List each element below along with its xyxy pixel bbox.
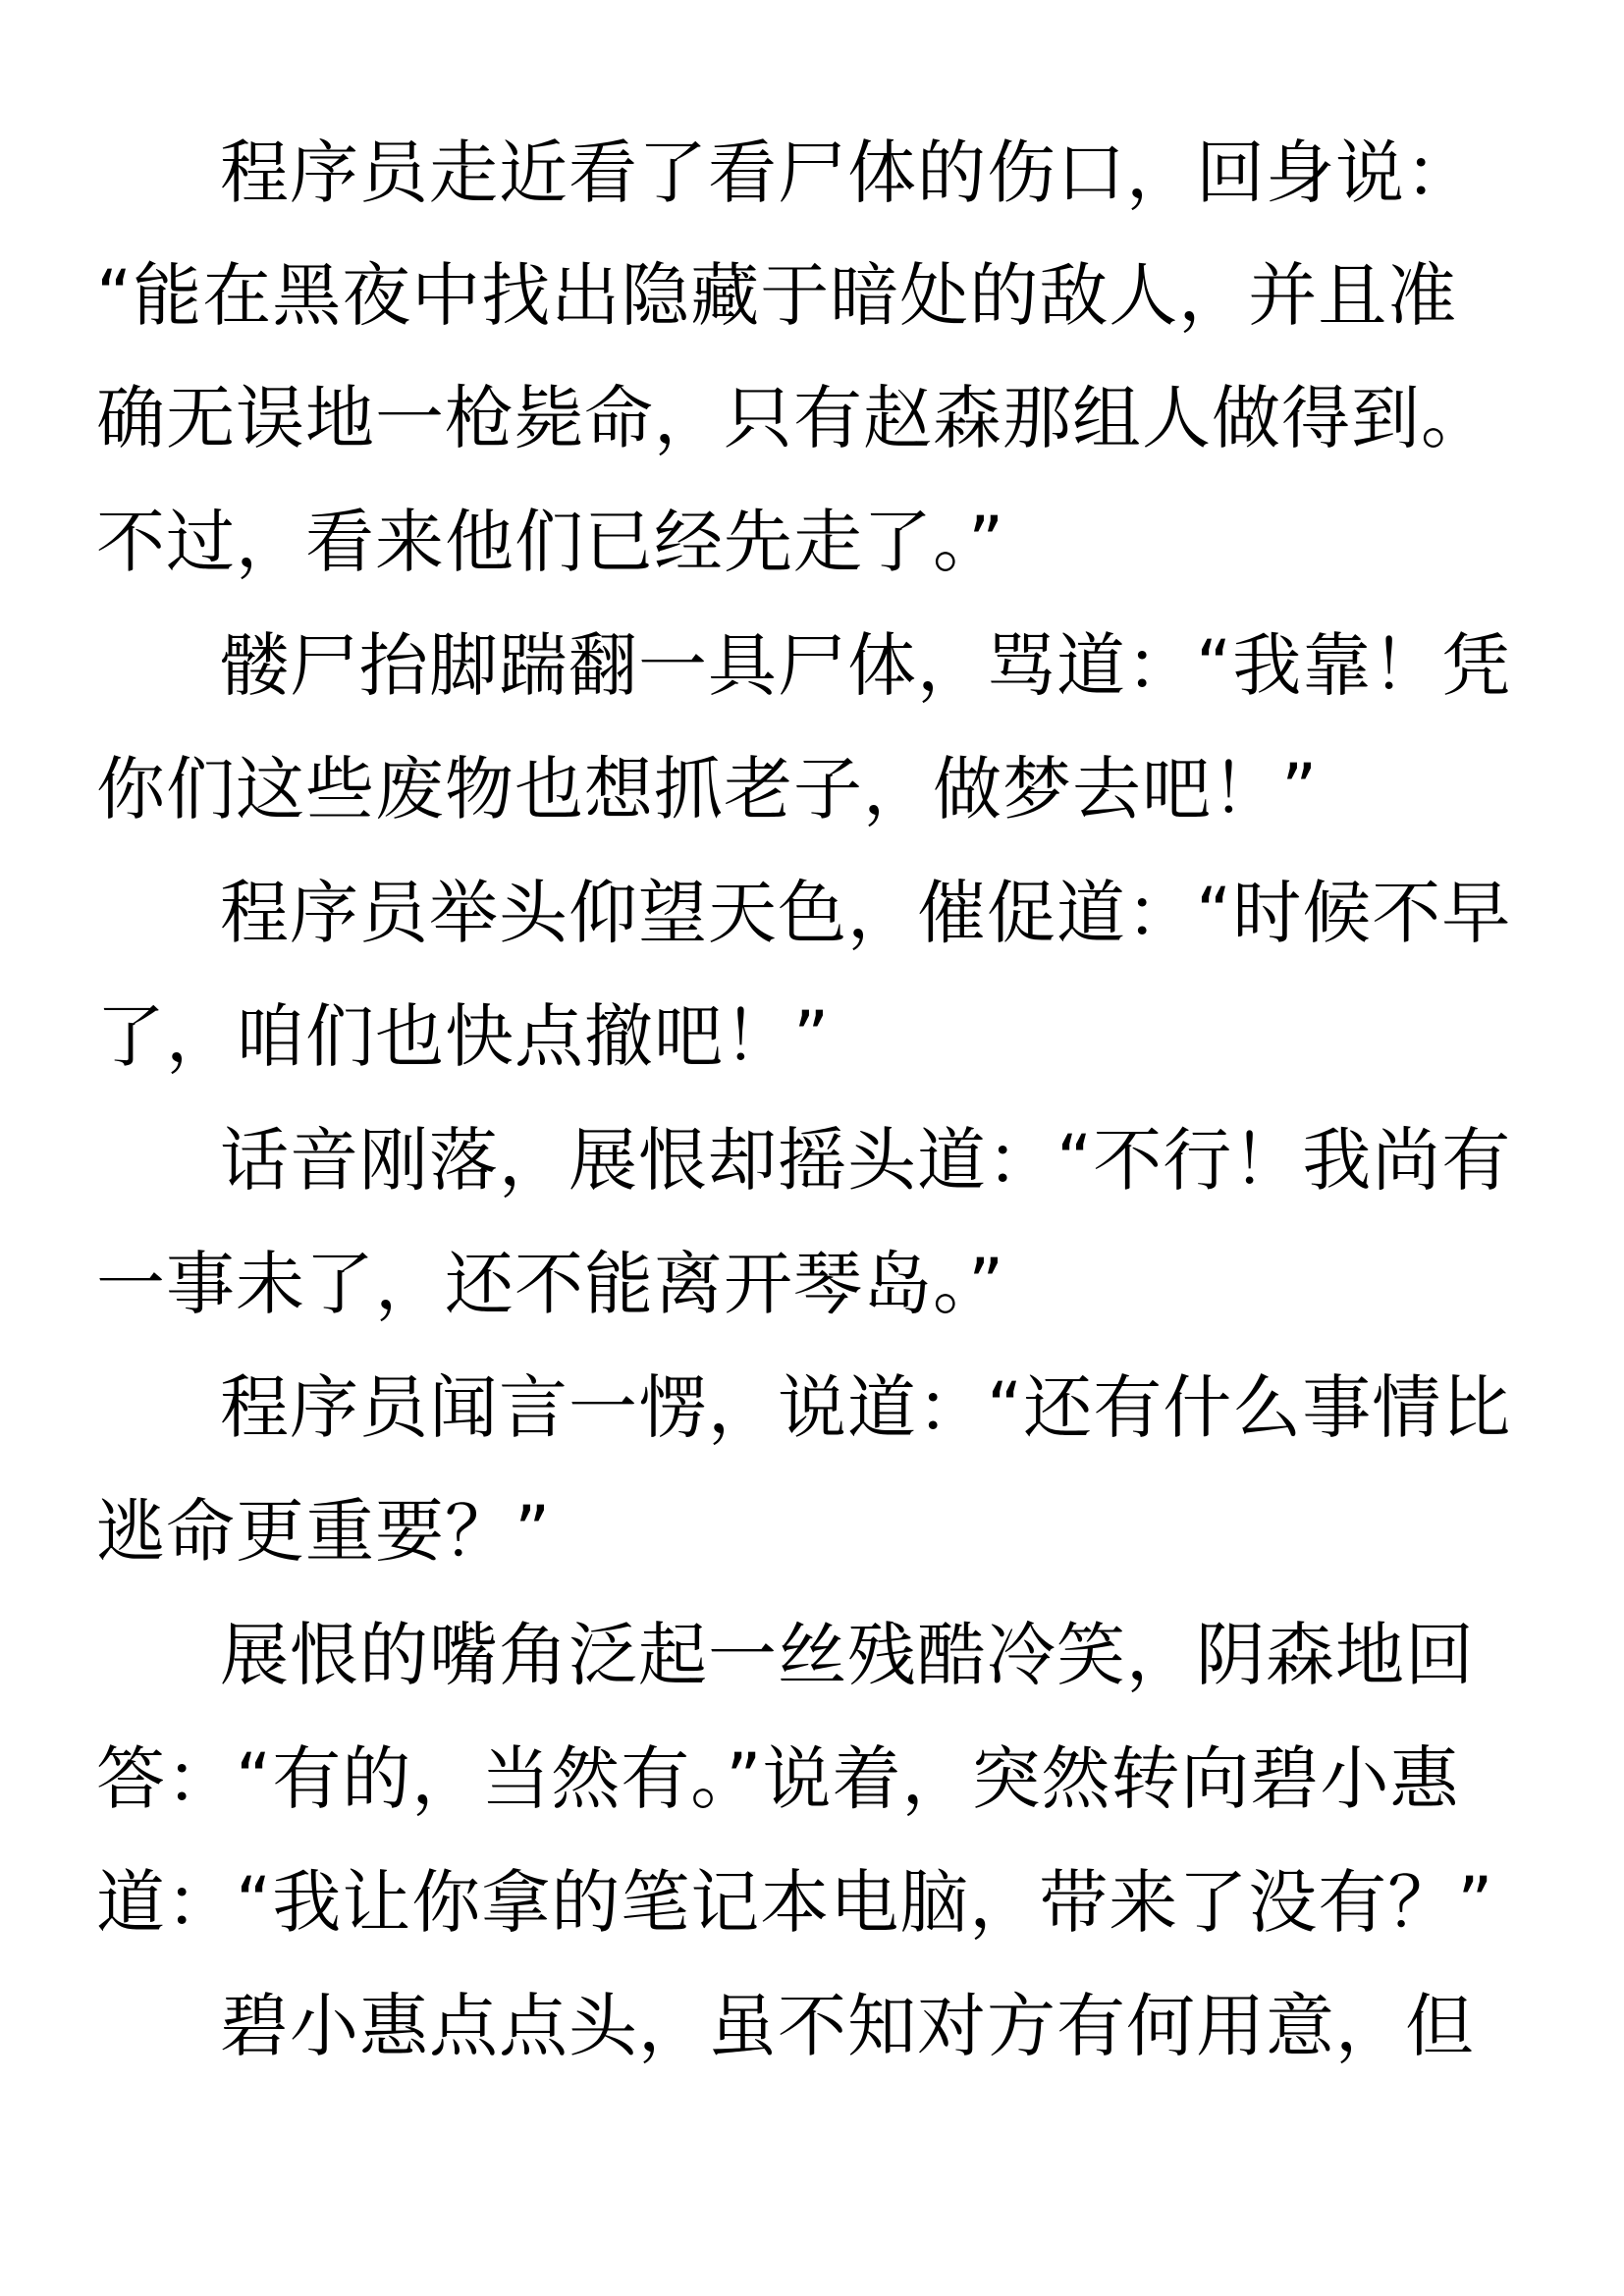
- text-line: 程序员举头仰望天色，催促道：“时候不早: [220, 873, 1512, 953]
- text-line: 确无误地一枪毙命，只有赵森那组人做得到。: [96, 378, 1490, 458]
- text-line: 碧小惠点点头，虽不知对方有何用意，但: [220, 1986, 1475, 2066]
- text-line: 程序员走近看了看尸体的伤口，回身说：: [220, 133, 1475, 213]
- text-line: 了，咱们也快点撤吧！”: [96, 996, 831, 1077]
- text-line: 答：“有的，当然有。”说着，突然转向碧小惠: [96, 1738, 1460, 1819]
- text-line: 展恨的嘴角泛起一丝残酷冷笑，阴森地回: [220, 1615, 1475, 1695]
- text-line: 逃命更重要？”: [96, 1491, 552, 1572]
- text-line: “能在黑夜中找出隐藏于暗处的敌人，并且准: [96, 255, 1458, 336]
- text-line: 不过，看来他们已经先走了。”: [96, 502, 1005, 582]
- text-line: 道：“我让你拿的笔记本电脑，带来了没有？”: [96, 1862, 1494, 1943]
- text-line: 程序员闻言一愣，说道：“还有什么事情比: [220, 1367, 1512, 1448]
- text-line: 髅尸抬脚踹翻一具尸体，骂道：“我靠！凭: [220, 625, 1512, 706]
- text-line: 话音刚落，展恨却摇头道：“不行！我尚有: [220, 1120, 1512, 1201]
- text-line: 你们这些废物也想抓老子，做梦去吧！”: [96, 749, 1319, 829]
- text-line: 一事未了，还不能离开琴岛。”: [96, 1244, 1005, 1324]
